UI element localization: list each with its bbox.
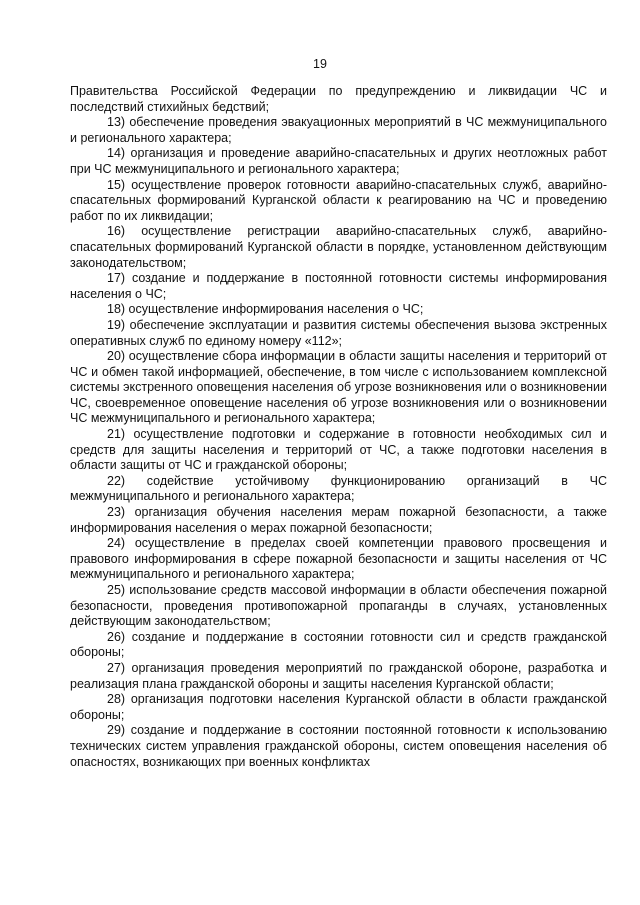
list-item-27: 27) организация проведения мероприятий по гражданской обороне, разработка и реализация плана гражданской обороны и защиты населения Курганской области; <box>70 660 607 691</box>
list-item-16: 16) осуществление регистрации аварийно-спасательных служб, аварийно-спасательных формирований Курганской области в порядке, установленном действующим законодательством; <box>70 224 607 270</box>
list-item-15: 15) осуществление проверок готовности аварийно-спасательных служб, аварийно-спасательных формирований Курганской области к реагированию на ЧС и проведению работ по их ликвидации; <box>70 177 607 223</box>
document-body <box>70 84 607 770</box>
list-item-24: 24) осуществление в пределах своей компетенции правового просвещения и правового информирования в сфере пожарной безопасности и защиты населения от ЧС межмуниципального и регионального характера; <box>70 536 607 582</box>
page-number: 19 <box>313 57 327 71</box>
list-item-19: 19) обеспечение эксплуатации и развития системы обеспечения вызова экстренных оперативных служб по единому номеру «112»; <box>70 317 607 348</box>
list-item-17: 17) создание и поддержание в постоянной готовности системы информирования населения о ЧС; <box>70 271 607 301</box>
list-item-23: 23) организация обучения населения мерам пожарной безопасности, а также информирования населения о мерах пожарной безопасности; <box>70 505 607 535</box>
list-item-29: 29) создание и поддержание в состоянии постоянной готовности к использованию технических систем управления гражданской обороны, систем оповещения населения об опасностях, возникающих при военных конфликтах <box>70 723 607 769</box>
paragraph-continuation: Правительства Российской Федерации по предупреждению и ликвидации ЧС и последствий стихийных бедствий; <box>70 84 607 114</box>
list-item-21: 21) осуществление подготовки и содержание в готовности необходимых сил и средств для защиты населения и территорий от ЧС, а также подготовки населения в области защиты от ЧС и гражданской обороны; <box>70 427 607 473</box>
list-item-22: 22) содействие устойчивому функционированию организаций в ЧС межмуниципального и регионального характера; <box>70 473 607 504</box>
list-item-13: 13) обеспечение проведения эвакуационных мероприятий в ЧС межмуниципального и регионального характера; <box>70 115 607 145</box>
list-item-18: 18) осуществление информирования населения о ЧС; <box>107 302 424 317</box>
list-item-14: 14) организация и проведение аварийно-спасательных и других неотложных работ при ЧС межмуниципального и регионального характера; <box>70 146 607 176</box>
list-item-25: 25) использование средств массовой информации в области обеспечения пожарной безопасности, проведения противопожарной пропаганды в случаях, установленных действующим законодательством; <box>70 583 607 629</box>
list-item-28: 28) организация подготовки населения Курганской области в области гражданской обороны; <box>70 692 607 722</box>
list-item-26: 26) создание и поддержание в состоянии готовности сил и средств гражданской обороны; <box>70 629 607 660</box>
list-item-20: 20) осуществление сбора информации в области защиты населения и территорий от ЧС и обмен такой информацией, обеспечение, в том числе с использованием комплексной системы экстренного оповещения населения об угрозе возникновения или о возникновении ЧС, своевременное оповещение населения об угрозе возникновения или о возникновении ЧС межмуниципального и регионального характера; <box>70 349 607 426</box>
